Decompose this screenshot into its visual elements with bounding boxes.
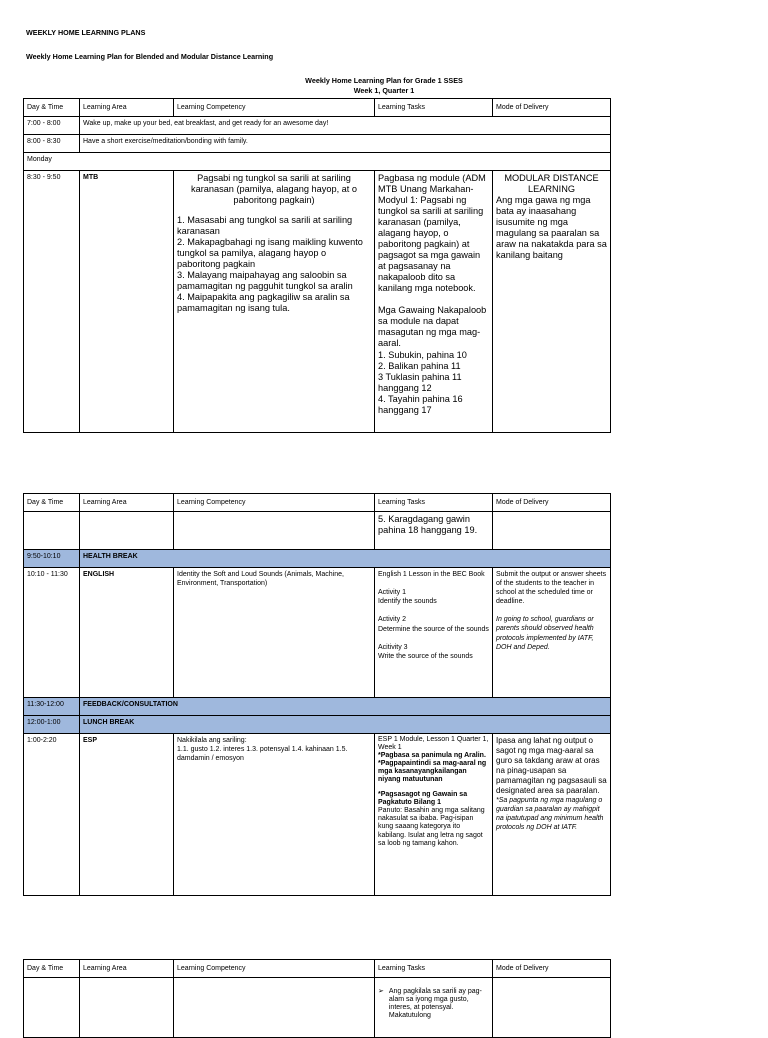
col-mode-of-delivery: Mode of Delivery <box>493 960 611 978</box>
table-row <box>24 978 611 1038</box>
break-label: HEALTH BREAK <box>80 550 611 568</box>
col-learning-area: Learning Area <box>80 99 174 117</box>
mode-heading: MODULAR DISTANCE LEARNING <box>504 173 599 195</box>
activity-cell: Wake up, make up your bed, eat breakfast, and get ready for an awesome day! <box>80 117 611 135</box>
mode-cell <box>493 171 611 433</box>
time-cell: 8:30 - 9:50 <box>24 171 80 433</box>
task-steps: *Pagbasa sa panimula ng Aralin. *Pagpapaintindi sa mag-aaral ng mga kasanayangkailangan niyang matuutunan <box>378 752 487 784</box>
table-row <box>24 512 611 550</box>
mode-note: *Sa pagpunta ng mga magulang o guardian sa paaralan ay mahigpit na ipatutupad ang minimum health protocols ng DOH at IATF. <box>496 797 604 832</box>
tasks-cell: 5. Karagdagang gawin pahina 18 hanggang 19. <box>375 512 493 550</box>
mode-text: Ang mga gawa ng mga bata ay inaasahang isusumite ng mga magulang sa paaralan sa araw na nakatakda para sa kanilang baitang <box>496 195 607 261</box>
activity-cell: Have a short exercise/meditation/bonding with family. <box>80 135 611 153</box>
tasks-cell <box>375 978 493 1038</box>
plan-table-1 <box>23 98 611 433</box>
empty-cell <box>174 978 375 1038</box>
table-row <box>24 734 611 896</box>
col-mode-of-delivery: Mode of Delivery <box>493 494 611 512</box>
learning-area-cell: ESP <box>80 734 174 896</box>
time-cell: 10:10 - 11:30 <box>24 568 80 698</box>
col-day-time: Day & Time <box>24 960 80 978</box>
arrow-bullet-icon: ➢ <box>378 988 384 995</box>
plan-title: Weekly Home Learning Plan for Grade 1 SSES <box>305 76 463 85</box>
task-activity: *Pagsasagot ng Gawain sa Pagkatuto Bilang 1 <box>378 791 468 807</box>
empty-cell <box>80 512 174 550</box>
mode-note: In going to school, guardians or parents should observed health protocols implemented by IATF, DOH and Deped. <box>496 616 594 651</box>
col-learning-competency: Learning Competency <box>174 494 375 512</box>
header-row <box>24 494 611 512</box>
task-intro: ESP 1 Module, Lesson 1 Quarter 1, Week 1 <box>378 736 489 752</box>
tasks-cell <box>375 734 493 896</box>
plan-table-3 <box>23 959 611 1038</box>
table-row <box>24 153 611 171</box>
time-cell: 9:50-10:10 <box>24 550 80 568</box>
empty-cell <box>24 512 80 550</box>
learning-area-cell: MTB <box>80 171 174 433</box>
competency-heading: Pagsabi ng tungkol sa sarili at sariling karanasan (pamilya, alagang hayop, at o paboritong pagkain) <box>191 173 357 206</box>
table-row <box>24 550 611 568</box>
doc-subtitle: Weekly Home Learning Plan for Blended and Modular Distance Learning <box>26 52 274 61</box>
day-cell: Monday <box>24 153 611 171</box>
table-row <box>24 716 611 734</box>
learning-area-cell: ENGLISH <box>80 568 174 698</box>
header-row <box>24 99 611 117</box>
col-learning-competency: Learning Competency <box>174 99 375 117</box>
col-learning-tasks: Learning Tasks <box>375 99 493 117</box>
time-cell: 7:00 - 8:00 <box>24 117 80 135</box>
col-mode-of-delivery: Mode of Delivery <box>493 99 611 117</box>
time-cell: 12:00-1:00 <box>24 716 80 734</box>
col-learning-tasks: Learning Tasks <box>375 494 493 512</box>
mode-text: Ipasa ang lahat ng output o sagot ng mga mag-aaral sa guro sa takdang araw at oras na pinag-usapan sa pamamagitan ng pagsasauli sa designated area sa paaralan. <box>496 736 607 795</box>
empty-cell <box>493 978 611 1038</box>
plan-table-2 <box>23 493 611 896</box>
col-day-time: Day & Time <box>24 99 80 117</box>
tasks-cell: Pagbasa ng module (ADM MTB Unang Markahan-Modyul 1: Pagsabi ng tungkol sa sarili at sariling karanasan (pamilya, alagang hayop, o paboritong pagkain) at pagsagot sa mga gawain at pagsasanay na nakapaloob dito sa kanilang mga notebook. Mga Gawaing Nakapaloob sa module na dapat masagutan ng mga mag-aaral. 1. Subukin, pahina 10 2. Balikan pahina 11 3 Tuklasin pahina 11 hanggang 12 4. Tayahin pahina 16 hanggang 17 <box>375 171 493 433</box>
break-label: LUNCH BREAK <box>80 716 611 734</box>
empty-cell <box>24 978 80 1038</box>
empty-cell <box>174 512 375 550</box>
competency-cell: Identity the Soft and Loud Sounds (Animals, Machine, Environment, Transportation) <box>174 568 375 698</box>
col-learning-area: Learning Area <box>80 494 174 512</box>
col-learning-competency: Learning Competency <box>174 960 375 978</box>
task-instructions: Panuto: Basahin ang mga salitang nakasulat sa ibaba. Pag-isipan kung saaang kategorya ito kabilang. Isulat ang letra ng sagot sa loob ng tamang kahon. <box>378 807 485 847</box>
doc-title: WEEKLY HOME LEARNING PLANS <box>26 28 146 37</box>
table-row <box>24 135 611 153</box>
week-label: Week 1, Quarter 1 <box>353 86 415 95</box>
col-day-time: Day & Time <box>24 494 80 512</box>
time-cell: 11:30-12:00 <box>24 698 80 716</box>
bullet-item <box>378 988 489 1020</box>
competency-list: 1. Masasabi ang tungkol sa sarili at sariling karanasan 2. Makapagbahagi ng isang maikling kuwento tungkol sa pamilya, alagang hayop o paboritong pagkain 3. Malayang maipahayag ang saloobin sa pamamagitan ng pagguhit tungkol sa aralin 4. Maipapakita ang pagkagiliw sa aralin sa pamamagitan ng isang tula. <box>177 215 363 314</box>
table-row <box>24 698 611 716</box>
table-row <box>24 171 611 433</box>
empty-cell <box>493 512 611 550</box>
mode-text: Submit the output or answer sheets of the students to the teacher in school at the scheduled time or deadline. <box>496 571 607 606</box>
table-row <box>24 117 611 135</box>
mode-cell <box>493 734 611 896</box>
header-row <box>24 960 611 978</box>
col-learning-area: Learning Area <box>80 960 174 978</box>
empty-cell <box>80 978 174 1038</box>
col-learning-tasks: Learning Tasks <box>375 960 493 978</box>
break-label: FEEDBACK/CONSULTATION <box>80 698 611 716</box>
table-row <box>24 568 611 698</box>
tasks-cell: English 1 Lesson in the BEC Book Activity 1 Identify the sounds Activity 2 Determine the source of the sounds Acitivity 3 Write the source of the sounds <box>375 568 493 698</box>
bullet-text: Ang pagkilala sa sarili ay pag-alam sa iyong mga gusto, interes, at potensyal. Makatutulong <box>388 988 482 1020</box>
competency-cell: Nakikilala ang sariling: 1.1. gusto 1.2. interes 1.3. potensyal 1.4. kahinaan 1.5. damdamin / emosyon <box>174 734 375 896</box>
mode-cell <box>493 568 611 698</box>
competency-cell <box>174 171 375 433</box>
time-cell: 8:00 - 8:30 <box>24 135 80 153</box>
time-cell: 1:00-2:20 <box>24 734 80 896</box>
